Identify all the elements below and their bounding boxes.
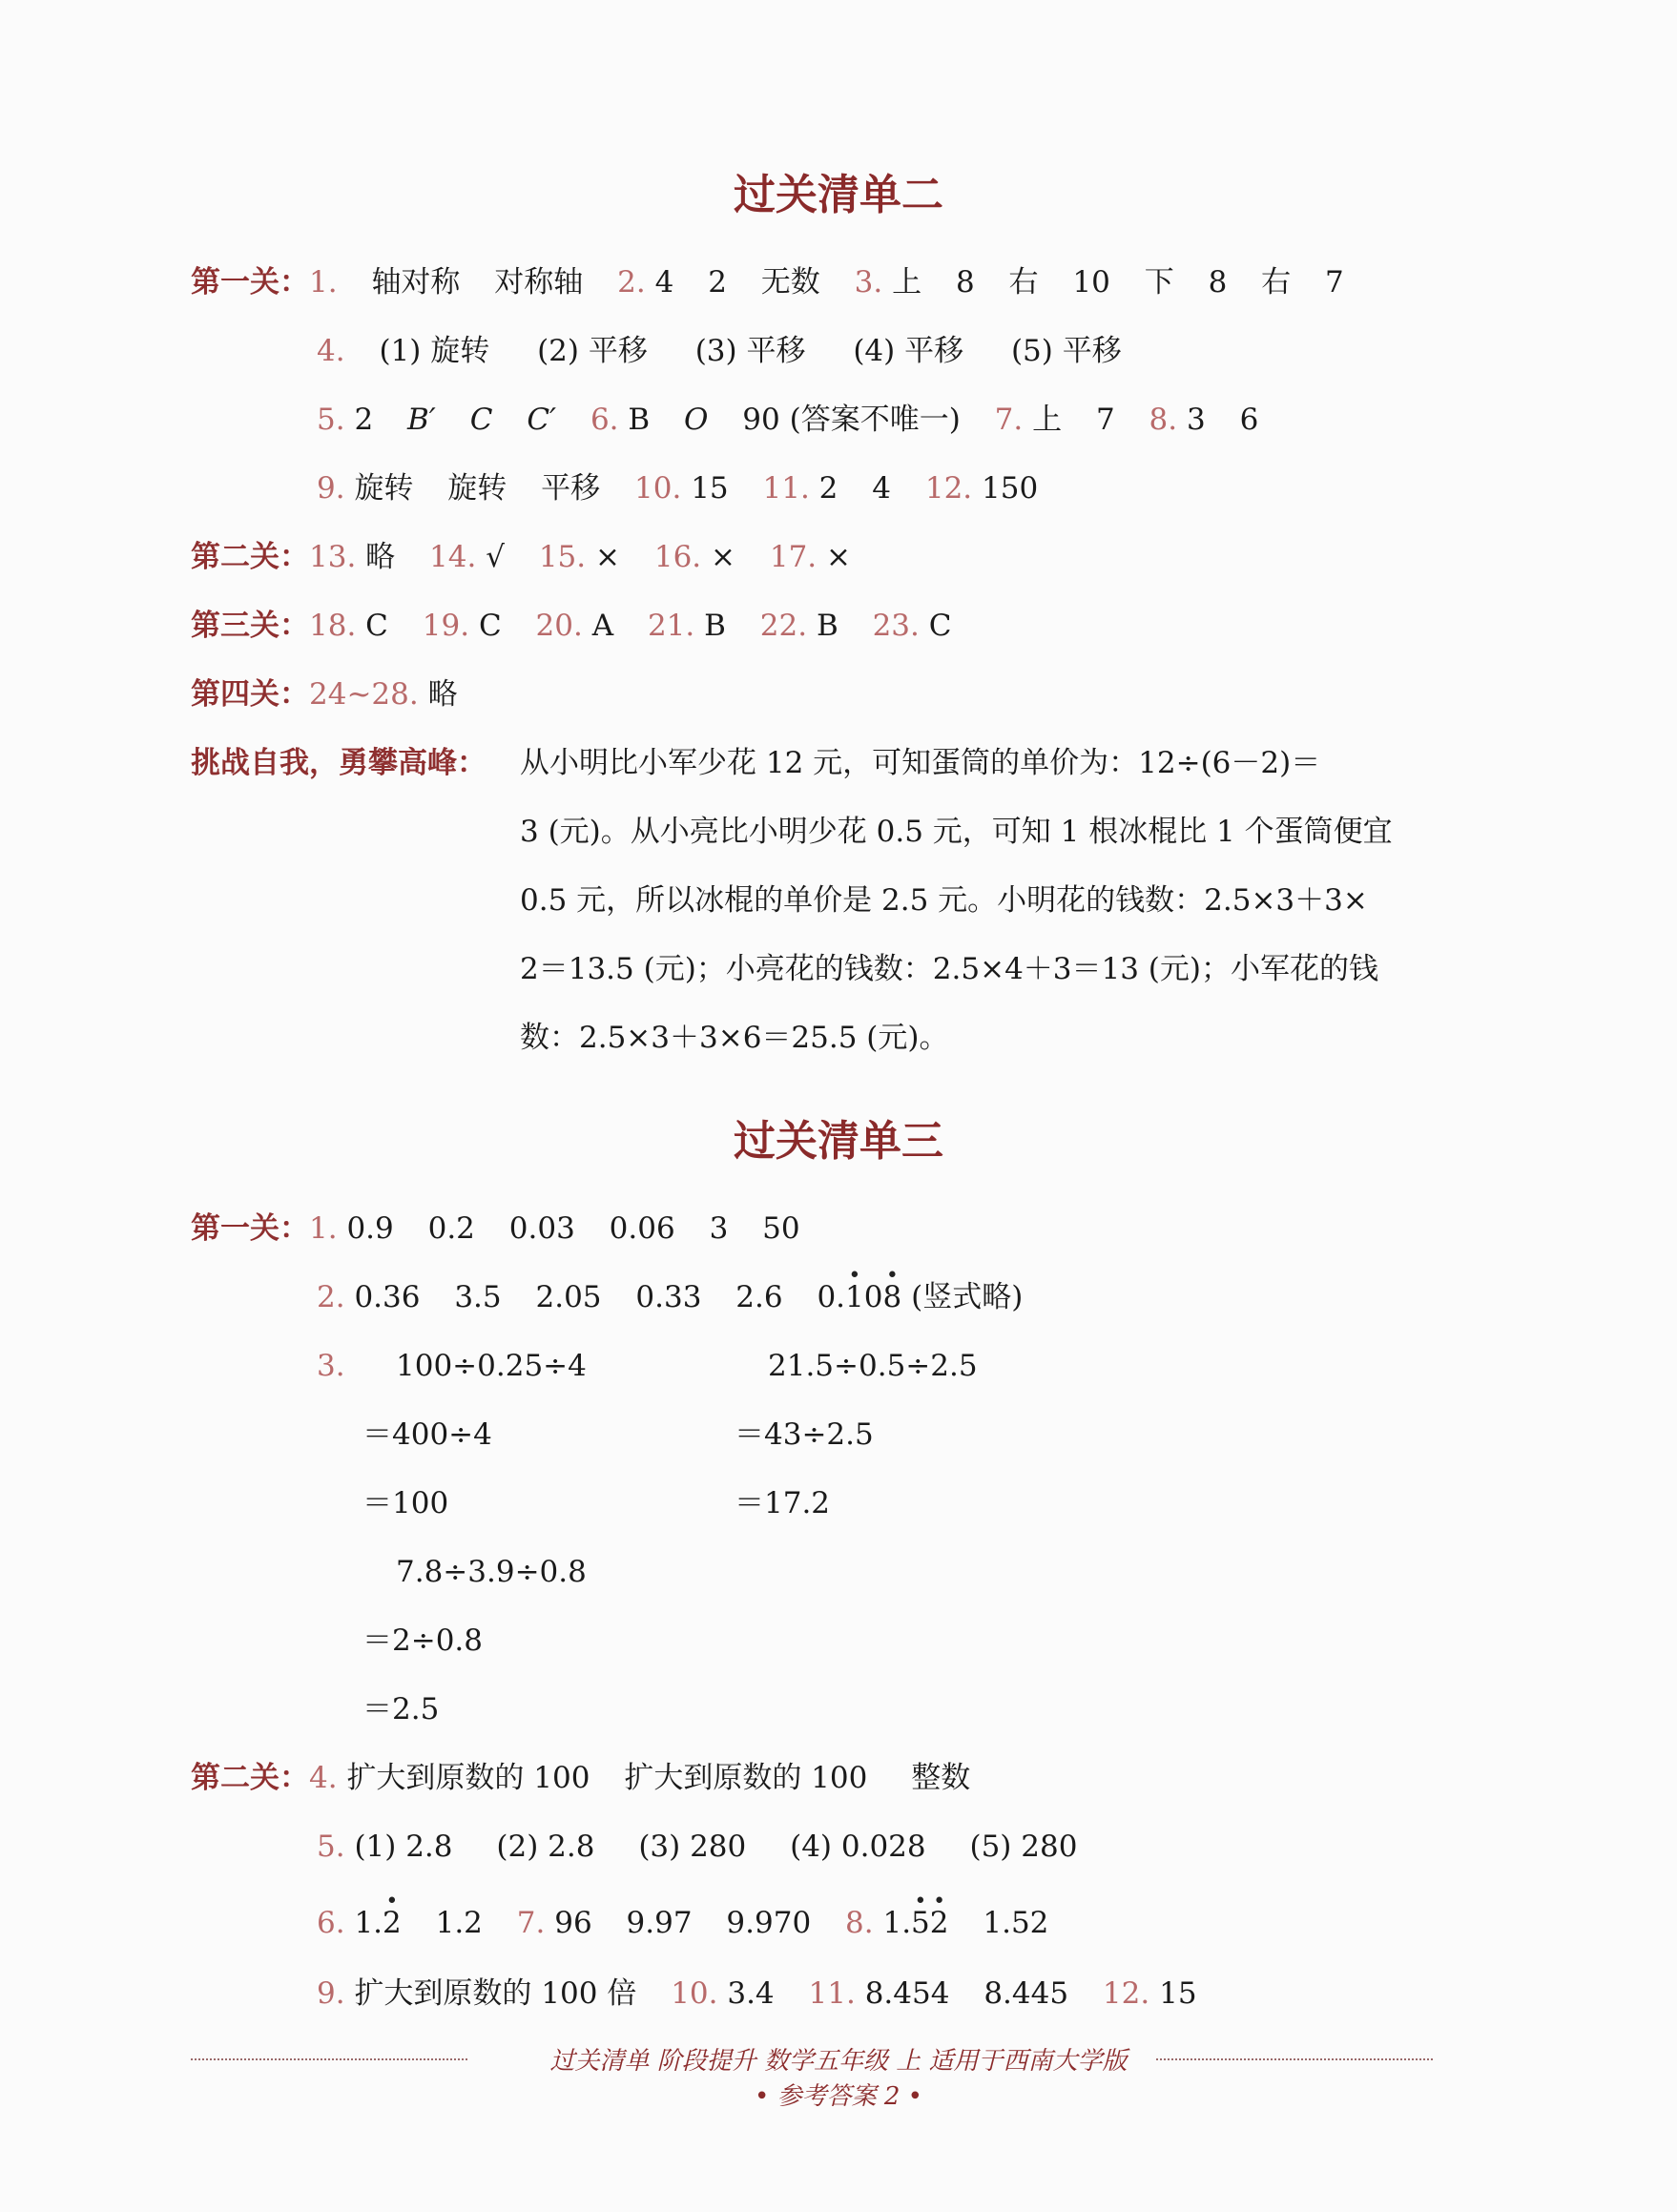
s2-l1-row3: 5. 2 B′ C C′ 6. B O 90 (答案不唯一) 7. 上 7 8. 3 6 bbox=[317, 403, 1259, 437]
s2-l3-label: 第三关： bbox=[191, 609, 309, 643]
s2-l1-row1: 第一关：1. 轴对称 对称轴 2. 4 2 无数 3. 上 8 右 10 下 8 右 7 bbox=[191, 265, 1344, 300]
challenge-line-3: 0.5 元，所以冰棍的单价是 2.5 元。小明花的钱数：2.5×3＋3× bbox=[520, 883, 1368, 918]
calc-c-2: ＝2÷0.8 bbox=[362, 1623, 483, 1658]
s3-l2-row4: 9. 扩大到原数的 100 倍 10. 3.4 11. 8.454 8.445 12. 15 bbox=[317, 1976, 1197, 2011]
s2-l1-row4: 9. 旋转 旋转 平移 10. 15 11. 2 4 12. 150 bbox=[317, 471, 1039, 506]
calc-a-1: 100÷0.25÷4 bbox=[396, 1349, 587, 1383]
calc-b-1: 21.5÷0.5÷2.5 bbox=[768, 1349, 978, 1383]
s3-l2-label: 第二关： bbox=[191, 1761, 309, 1795]
s3-l2-row2: 5. (1) 2.8 (2) 2.8 (3) 280 (4) 0.028 (5) 280 bbox=[317, 1830, 1078, 1864]
section2-title: 过关清单二 bbox=[734, 171, 943, 219]
calc-a-2: ＝400÷4 bbox=[362, 1417, 492, 1452]
s3-l1-row2: 2. 0.36 3.5 2.05 0.33 2.6 0.• 10• 8 (竖式略) bbox=[317, 1278, 1023, 1316]
s3-l2-row1: 第二关：4. 扩大到原数的 100 扩大到原数的 100 整数 bbox=[191, 1761, 971, 1795]
s2-l1-label: 第一关： bbox=[191, 265, 309, 300]
challenge-label: 挑战自我，勇攀高峰： bbox=[191, 746, 487, 780]
s3-l2-row3: 6. 1.• 2 1.2 7. 96 9.97 9.970 8. 1.• 5• 2 1.52 bbox=[317, 1904, 1048, 1942]
section3-title: 过关清单三 bbox=[734, 1117, 943, 1166]
repeating-decimal: 0.• 10• 8 bbox=[817, 1280, 901, 1314]
calc-b-2: ＝43÷2.5 bbox=[735, 1417, 874, 1452]
s2-l1-row2: 4. (1) 旋转 (2) 平移 (3) 平移 (4) 平移 (5) 平移 bbox=[317, 334, 1122, 368]
calc-c-1: 7.8÷3.9÷0.8 bbox=[396, 1555, 587, 1589]
calc-b-3: ＝17.2 bbox=[735, 1486, 831, 1520]
footer-text: 过关清单 阶段提升 数学五年级 上 适用于西南大学版 bbox=[549, 2047, 1128, 2076]
s3-l1-label: 第一关： bbox=[191, 1211, 309, 1246]
challenge-line-2: 3 (元)。从小亮比小明少花 0.5 元，可知 1 根冰棍比 1 个蛋筒便宜 bbox=[520, 815, 1393, 849]
s3-l1-row1: 第一关：1. 0.9 0.2 0.03 0.06 3 50 bbox=[191, 1211, 800, 1246]
challenge-line-4: 2＝13.5 (元)；小亮花的钱数：2.5×4＋3＝13 (元)；小军花的钱 bbox=[520, 952, 1378, 986]
s2-l2-row: 第二关：13. 略 14. √ 15. × 16. × 17. × bbox=[191, 540, 852, 574]
s2-l3-row: 第三关：18. C 19. C 20. A 21. B 22. B 23. C bbox=[191, 609, 952, 643]
calc-a-3: ＝100 bbox=[362, 1486, 449, 1520]
s2-l4-row: 第四关：24~28. 略 bbox=[191, 677, 458, 712]
s2-l2-label: 第二关： bbox=[191, 540, 309, 574]
calc-c-3: ＝2.5 bbox=[362, 1692, 440, 1726]
s2-l4-label: 第四关： bbox=[191, 677, 309, 712]
s3-l1-row3-num: 3. bbox=[317, 1349, 345, 1383]
footer-page: • 参考答案 2 • bbox=[754, 2082, 922, 2111]
challenge-line-5: 数：2.5×3＋3×6＝25.5 (元)。 bbox=[520, 1021, 949, 1055]
challenge-line-1: 从小明比小军少花 12 元，可知蛋筒的单价为：12÷(6－2)＝ bbox=[520, 746, 1321, 780]
